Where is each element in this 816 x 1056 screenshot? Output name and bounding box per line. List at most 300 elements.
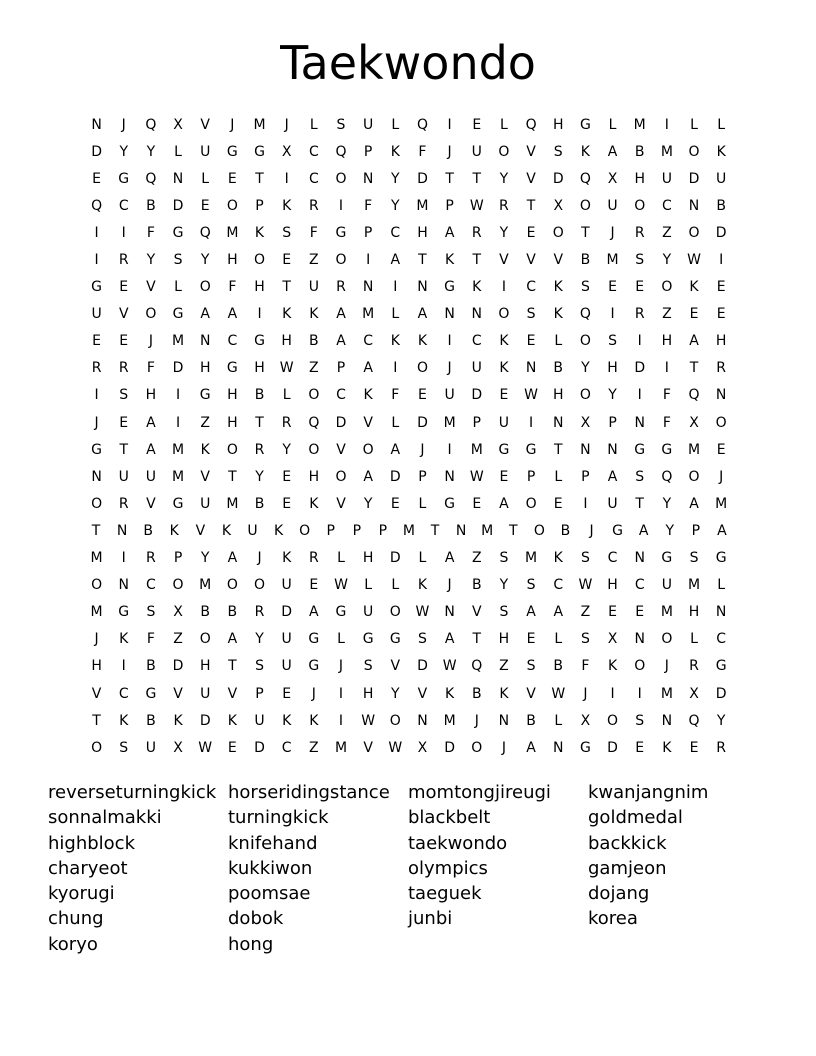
word-column — [48, 780, 228, 957]
grid-letter: A — [227, 550, 238, 567]
grid-letter: C — [661, 197, 672, 214]
grid-letter: S — [635, 712, 645, 729]
grid-letter: X — [689, 414, 699, 431]
grid-letter: O — [226, 197, 238, 214]
grid-letter: J — [447, 577, 452, 594]
grid-letter: L — [554, 333, 563, 350]
grid-letter: A — [336, 306, 346, 323]
grid-letter: W — [551, 685, 566, 702]
grid-letter: Y — [391, 197, 400, 214]
grid-letter: R — [716, 739, 727, 756]
grid-letter: K — [119, 712, 129, 729]
grid-letter: E — [92, 333, 101, 350]
grid-letter: V — [499, 252, 509, 269]
grid-letter: Y — [716, 712, 726, 729]
grid-letter: O — [91, 577, 103, 594]
grid-letter: M — [660, 685, 673, 702]
grid-letter: U — [444, 387, 455, 404]
grid-letter: L — [174, 143, 182, 160]
grid-letter: Z — [580, 604, 591, 621]
grid-letter: Y — [662, 495, 672, 512]
grid-letter: T — [255, 414, 264, 431]
grid-letter: Z — [309, 739, 319, 756]
grid-letter: R — [499, 197, 509, 214]
grid-letter: S — [635, 252, 645, 269]
grid-letter: E — [635, 604, 645, 621]
grid-letter: B — [471, 577, 482, 594]
grid-letter: J — [148, 333, 153, 350]
grid-letter: P — [352, 522, 362, 539]
grid-letter: T — [689, 360, 699, 377]
grid-letter: U — [200, 685, 211, 702]
grid-letter: T — [228, 468, 237, 485]
grid-letter: E — [499, 387, 509, 404]
grid-letter: B — [227, 604, 238, 621]
grid-letter: G — [118, 604, 130, 621]
grid-letter: O — [607, 712, 619, 729]
grid-letter: R — [471, 224, 482, 241]
grid-letter: S — [580, 279, 590, 296]
grid-letter: N — [525, 360, 537, 377]
grid-letter: Y — [608, 387, 617, 404]
grid-letter: U — [200, 495, 211, 512]
grid-letter: P — [581, 468, 590, 485]
grid-letter: O — [389, 604, 401, 621]
grid-letter: E — [716, 441, 726, 458]
grid-letter: B — [580, 252, 591, 269]
grid-letter: P — [363, 224, 373, 241]
grid-letter: L — [174, 279, 182, 296]
grid-letter: L — [690, 631, 698, 648]
grid-letter: K — [553, 550, 563, 567]
grid-letter: G — [444, 495, 456, 512]
grid-letter: O — [145, 306, 157, 323]
letter-grid — [83, 111, 735, 761]
grid-letter: O — [254, 252, 266, 269]
grid-letter: U — [281, 658, 292, 675]
grid-letter: Y — [255, 468, 264, 485]
grid-letter: P — [255, 197, 264, 214]
grid-letter: M — [172, 333, 185, 350]
grid-letter: O — [226, 577, 238, 594]
grid-letter: Z — [662, 306, 672, 323]
grid-letter: A — [689, 495, 699, 512]
grid-letter: S — [553, 143, 563, 160]
grid-letter: M — [687, 577, 701, 594]
word-item: momtongjireugi — [408, 782, 551, 803]
grid-letter: C — [118, 197, 129, 214]
grid-letter: N — [362, 279, 374, 296]
grid-letter: G — [661, 550, 673, 567]
grid-letter: Q — [579, 170, 591, 187]
word-item: kwanjangnim — [588, 782, 709, 803]
grid-letter: T — [92, 712, 101, 729]
grid-letter: G — [91, 441, 102, 458]
grid-row — [83, 490, 735, 517]
word-item: dobok — [228, 908, 284, 930]
grid-letter: N — [91, 116, 102, 133]
grid-letter: R — [118, 252, 129, 269]
grid-letter: C — [308, 170, 319, 187]
grid-row — [83, 246, 735, 273]
grid-letter: Q — [335, 143, 347, 160]
grid-letter: A — [390, 441, 401, 458]
grid-letter: Y — [662, 252, 672, 269]
grid-letter: V — [173, 685, 183, 702]
grid-letter: I — [637, 387, 642, 404]
grid-letter: L — [554, 631, 563, 648]
grid-letter: I — [94, 224, 99, 241]
grid-letter: H — [715, 333, 727, 350]
grid-letter: T — [228, 658, 237, 675]
grid-letter: L — [391, 577, 400, 594]
grid-letter: A — [390, 252, 401, 269]
grid-letter: O — [634, 658, 646, 675]
grid-letter: K — [445, 252, 455, 269]
grid-letter: K — [553, 306, 563, 323]
grid-letter: O — [533, 522, 545, 539]
grid-letter: Y — [391, 170, 400, 187]
grid-row — [83, 517, 735, 544]
grid-letter: R — [634, 224, 645, 241]
grid-letter: O — [715, 414, 727, 431]
grid-letter: G — [715, 658, 727, 675]
grid-letter: I — [284, 170, 289, 187]
grid-row — [83, 219, 735, 246]
grid-letter: H — [254, 360, 265, 377]
grid-letter: O — [362, 441, 374, 458]
grid-row — [83, 545, 735, 572]
word-item: kukkiwon — [228, 857, 313, 879]
grid-letter: B — [553, 658, 564, 675]
word-item: koryo — [48, 933, 98, 955]
word-item: sonnalmakki — [48, 807, 162, 829]
grid-letter: L — [391, 306, 400, 323]
grid-letter: K — [282, 712, 292, 729]
grid-letter: J — [94, 414, 99, 431]
grid-letter: B — [143, 522, 153, 539]
grid-letter: H — [607, 360, 618, 377]
grid-letter: W — [469, 197, 484, 214]
grid-letter: D — [688, 170, 700, 187]
grid-letter: E — [716, 279, 726, 296]
grid-letter: E — [282, 685, 292, 702]
grid-letter: G — [661, 441, 673, 458]
grid-letter: S — [173, 252, 183, 269]
grid-letter: S — [608, 333, 617, 350]
grid-letter: K — [580, 143, 590, 160]
grid-letter: H — [281, 333, 292, 350]
grid-letter: G — [172, 224, 184, 241]
grid-letter: M — [90, 604, 103, 621]
grid-letter: K — [309, 712, 319, 729]
grid-letter: D — [417, 414, 428, 431]
grid-letter: Q — [688, 712, 700, 729]
grid-letter: K — [390, 333, 400, 350]
grid-letter: Y — [255, 631, 264, 648]
grid-letter: Q — [199, 224, 211, 241]
grid-letter: U — [145, 739, 157, 756]
grid-letter: T — [553, 441, 563, 458]
grid-letter: H — [227, 252, 238, 269]
grid-letter: J — [589, 522, 594, 539]
grid-letter: J — [474, 712, 479, 729]
grid-letter: V — [526, 170, 536, 187]
grid-letter: G — [199, 387, 211, 404]
grid-letter: V — [227, 685, 238, 702]
grid-letter: N — [715, 387, 727, 404]
grid-letter: V — [553, 252, 564, 269]
grid-letter: Q — [525, 116, 537, 133]
grid-row — [83, 572, 735, 599]
grid-letter: H — [362, 685, 374, 702]
grid-letter: U — [363, 116, 374, 133]
grid-letter: K — [445, 685, 455, 702]
grid-letter: V — [417, 685, 428, 702]
grid-letter: D — [552, 170, 564, 187]
grid-letter: P — [326, 522, 335, 539]
grid-letter: X — [553, 197, 564, 214]
grid-letter: G — [226, 143, 238, 160]
grid-letter: J — [311, 685, 316, 702]
grid-letter: J — [719, 468, 724, 485]
grid-letter: G — [498, 441, 510, 458]
grid-letter: D — [199, 712, 211, 729]
grid-letter: Q — [661, 468, 673, 485]
grid-letter: X — [173, 604, 183, 621]
grid-letter: Q — [416, 116, 428, 133]
grid-letter: R — [254, 604, 265, 621]
grid-letter: E — [119, 414, 129, 431]
grid-letter: J — [664, 658, 669, 675]
grid-letter: K — [390, 143, 400, 160]
grid-letter: R — [254, 441, 265, 458]
grid-letter: F — [146, 631, 155, 648]
grid-letter: F — [418, 143, 427, 160]
grid-letter: L — [337, 550, 345, 567]
grid-letter: B — [309, 333, 319, 350]
grid-letter: D — [172, 658, 184, 675]
grid-letter: I — [447, 441, 452, 458]
grid-letter: B — [716, 197, 726, 214]
grid-letter: H — [227, 387, 238, 404]
grid-letter: C — [526, 279, 536, 296]
grid-letter: W — [524, 387, 538, 404]
grid-letter: X — [173, 739, 183, 756]
grid-letter: V — [200, 468, 210, 485]
grid-letter: A — [227, 631, 238, 648]
grid-letter: U — [607, 197, 618, 214]
grid-letter: H — [199, 360, 211, 377]
grid-letter: F — [662, 387, 671, 404]
grid-row — [83, 463, 735, 490]
word-item: charyeot — [48, 857, 128, 879]
grid-letter: K — [417, 577, 428, 594]
grid-letter: E — [227, 170, 237, 187]
grid-letter: X — [607, 631, 618, 648]
grid-letter: T — [418, 252, 427, 269]
grid-letter: L — [391, 414, 400, 431]
grid-letter: H — [145, 387, 157, 404]
grid-letter: O — [688, 468, 700, 485]
grid-letter: I — [447, 333, 452, 350]
grid-letter: W — [361, 712, 376, 729]
grid-letter: I — [338, 685, 344, 702]
grid-letter: U — [200, 143, 211, 160]
grid-letter: G — [389, 631, 401, 648]
grid-letter: S — [526, 577, 536, 594]
word-item: highblock — [48, 832, 136, 854]
grid-letter: K — [662, 739, 672, 756]
grid-letter: B — [146, 197, 156, 214]
grid-letter: G — [579, 116, 591, 133]
grid-letter: Y — [363, 495, 373, 512]
grid-letter: U — [247, 522, 258, 539]
grid-letter: K — [716, 143, 726, 160]
grid-letter: N — [634, 631, 645, 648]
grid-letter: O — [416, 360, 428, 377]
grid-letter: T — [472, 252, 482, 269]
grid-letter: B — [200, 604, 210, 621]
grid-row — [83, 626, 735, 653]
grid-letter: A — [689, 333, 699, 350]
grid-letter: E — [418, 387, 427, 404]
grid-letter: J — [583, 685, 588, 702]
grid-letter: R — [146, 550, 156, 567]
grid-letter: I — [501, 279, 506, 296]
grid-letter: K — [363, 387, 373, 404]
grid-letter: G — [634, 441, 646, 458]
grid-letter: E — [689, 306, 699, 323]
grid-letter: J — [284, 116, 289, 133]
grid-letter: V — [336, 495, 346, 512]
grid-letter: L — [364, 577, 373, 594]
word-column — [408, 780, 588, 957]
grid-letter: Y — [581, 360, 590, 377]
word-item: junbi — [408, 908, 453, 930]
grid-letter: S — [499, 550, 509, 567]
grid-letter: C — [281, 739, 292, 756]
grid-letter: N — [116, 522, 128, 539]
grid-letter: D — [634, 360, 646, 377]
grid-letter: J — [447, 360, 452, 377]
grid-letter: V — [336, 441, 346, 458]
grid-letter: T — [635, 495, 644, 512]
grid-letter: T — [430, 522, 440, 539]
grid-letter: X — [580, 712, 591, 729]
grid-letter: F — [146, 224, 155, 241]
grid-letter: P — [418, 468, 427, 485]
grid-letter: L — [337, 631, 345, 648]
grid-letter: C — [390, 224, 401, 241]
grid-letter: H — [91, 658, 102, 675]
grid-letter: T — [526, 197, 536, 214]
grid-row — [83, 192, 735, 219]
grid-letter: T — [509, 522, 518, 539]
grid-letter: E — [200, 197, 210, 214]
grid-letter: Z — [173, 631, 183, 648]
grid-letter: G — [254, 333, 265, 350]
word-item: taekwondo — [408, 832, 508, 854]
grid-letter: S — [146, 604, 156, 621]
grid-letter: L — [500, 116, 508, 133]
grid-letter: P — [445, 197, 454, 214]
grid-letter: J — [420, 441, 425, 458]
grid-letter: U — [661, 170, 672, 187]
word-item: olympics — [408, 857, 488, 879]
word-item: chung — [48, 908, 104, 930]
grid-letter: M — [715, 495, 728, 512]
grid-letter: Q — [579, 306, 591, 323]
grid-letter: C — [336, 387, 346, 404]
grid-letter: O — [335, 170, 347, 187]
grid-letter: R — [716, 360, 727, 377]
grid-letter: M — [443, 414, 456, 431]
grid-row — [83, 707, 735, 734]
grid-letter: B — [471, 685, 482, 702]
grid-letter: G — [444, 279, 456, 296]
grid-letter: G — [335, 224, 347, 241]
word-column — [228, 780, 408, 957]
grid-letter: Y — [499, 577, 509, 594]
grid-letter: K — [254, 224, 265, 241]
grid-letter: L — [554, 712, 563, 729]
grid-letter: I — [637, 685, 642, 702]
grid-letter: M — [633, 116, 646, 133]
grid-letter: C — [471, 333, 482, 350]
grid-letter: M — [443, 712, 456, 729]
grid-row — [83, 734, 735, 761]
grid-letter: E — [716, 306, 726, 323]
grid-letter: K — [282, 550, 292, 567]
grid-letter: O — [335, 252, 347, 269]
grid-letter: V — [526, 685, 536, 702]
grid-letter: N — [91, 468, 102, 485]
grid-letter: I — [610, 685, 615, 702]
grid-row — [83, 328, 735, 355]
grid-letter: A — [227, 306, 238, 323]
grid-letter: M — [172, 468, 185, 485]
grid-letter: V — [146, 279, 156, 296]
grid-letter: Y — [200, 550, 210, 567]
grid-letter: J — [447, 143, 452, 160]
grid-letter: C — [363, 333, 374, 350]
grid-letter: D — [417, 658, 428, 675]
grid-letter: C — [553, 577, 564, 594]
grid-letter: A — [146, 414, 156, 431]
grid-letter: N — [607, 441, 618, 458]
grid-letter: V — [363, 739, 373, 756]
grid-letter: J — [121, 116, 126, 133]
grid-letter: D — [254, 739, 265, 756]
grid-letter: P — [336, 360, 346, 377]
grid-letter: T — [91, 522, 101, 539]
grid-letter: Q — [91, 197, 103, 214]
grid-letter: X — [281, 143, 292, 160]
grid-letter: C — [716, 631, 727, 648]
grid-letter: K — [227, 712, 237, 729]
grid-letter: N — [661, 712, 673, 729]
grid-letter: A — [417, 306, 428, 323]
grid-letter: Z — [200, 414, 210, 431]
grid-letter: P — [363, 143, 373, 160]
grid-letter: D — [281, 604, 293, 621]
grid-letter: V — [200, 116, 210, 133]
grid-letter: A — [444, 631, 455, 648]
grid-letter: K — [607, 658, 618, 675]
grid-letter: Y — [391, 685, 400, 702]
grid-letter: W — [198, 739, 213, 756]
